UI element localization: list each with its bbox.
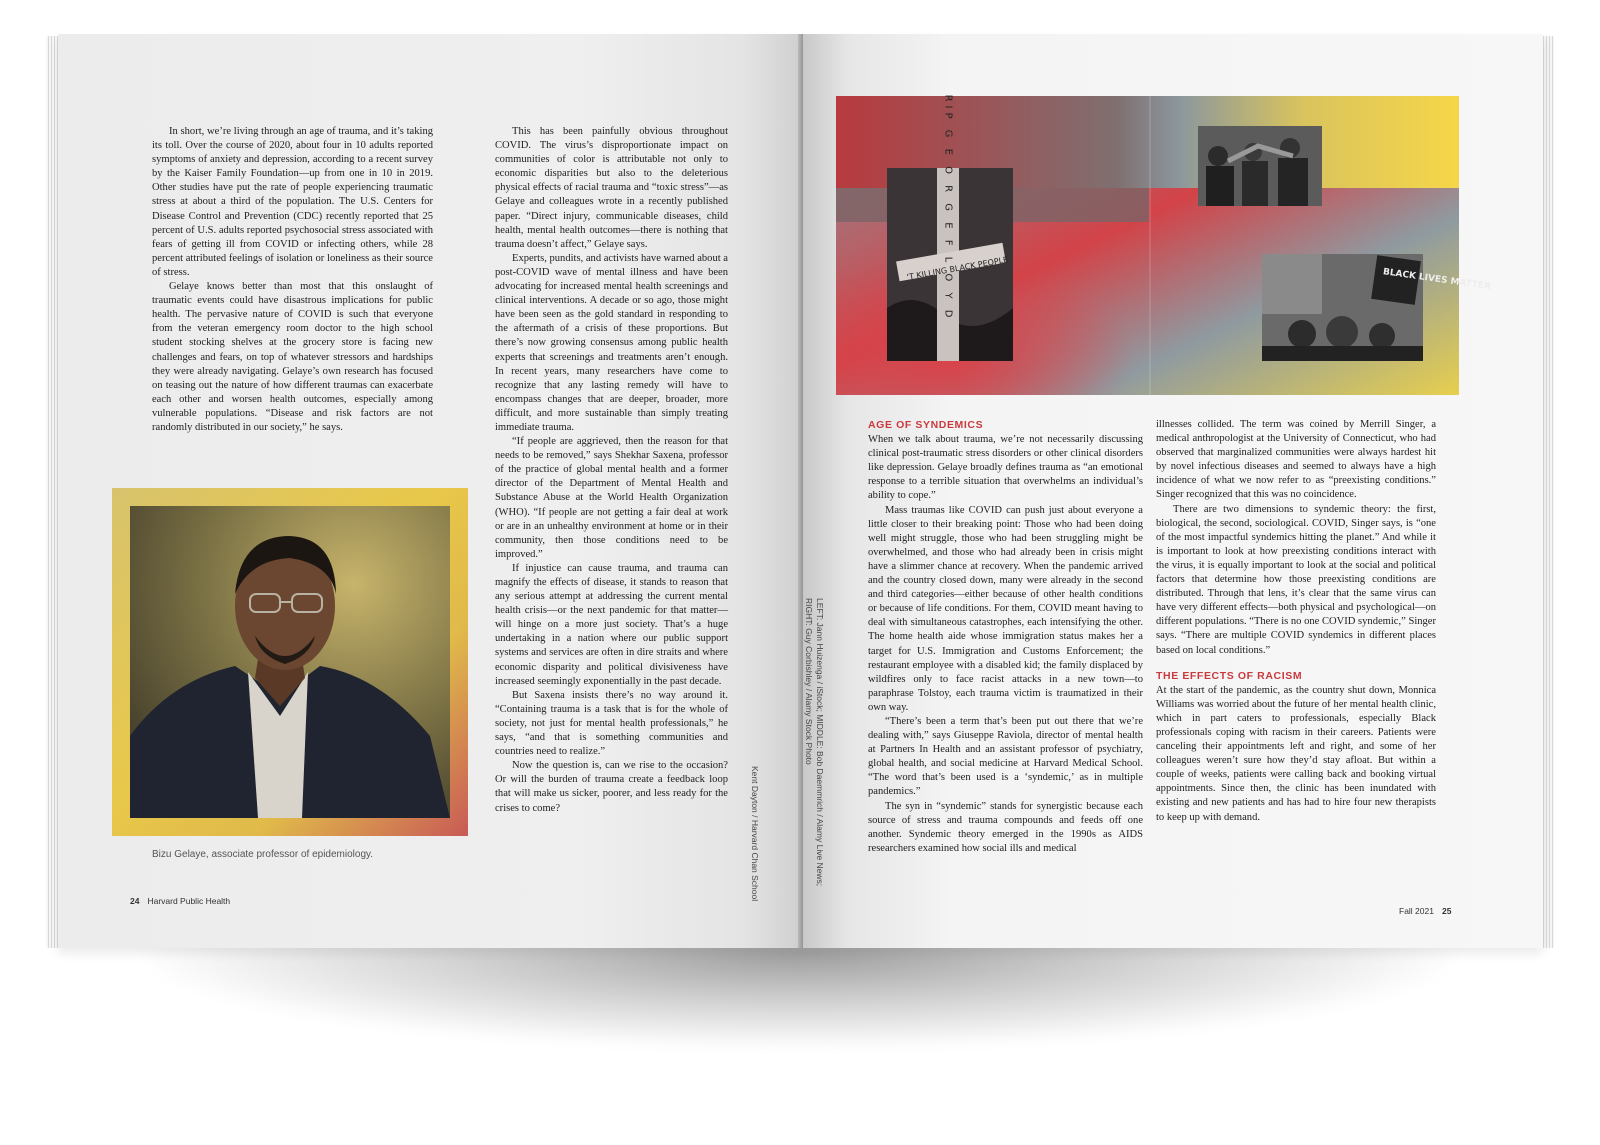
right-col-1	[868, 418, 1143, 856]
hero-collage	[836, 94, 1492, 395]
right-col-2	[1156, 418, 1436, 825]
paragraph: If injustice can cause trauma, and trauma can magnify the effects of disease, it stands to reason that any serious attempt at addressing the current mental health crisis—or the next pandemic for that matter—will hinge on a more just society. That’s a huge undertaking in a nation where our public support systems and services are often in dire straits and where economic disparity and political divisiveness have increased seemingly exponentially in the past decade.	[495, 562, 728, 687]
left-col-2	[495, 125, 728, 816]
right-page	[803, 34, 1543, 948]
left-page	[58, 34, 803, 948]
paragraph: But Saxena insists there’s no way around it. “Containing trauma is a task that is for the whole of society, not just for mental health professionals,” he says, “and that is something communities and countries need to realize.”	[495, 689, 728, 758]
memorial-cross-illustration	[887, 94, 1013, 361]
magazine-shadow	[130, 930, 1470, 1050]
paragraph: This has been painfully obvious throughout COVID. The virus’s disproportionate impact on communities of color is attributable not only to economic disparities but also to the deleterious physical effects of racial trauma and “toxic stress”—as Gelaye and colleagues wrote in a recently published paper. “Direct injury, communicable diseases, child health, mental health outcomes—there is nothing that trauma doesn’t affect,” Gelaye says.	[495, 126, 728, 250]
folio-right	[1399, 906, 1451, 916]
credit-line: LEFT: Jann Huizenga / iStock; MIDDLE: Bob Daemmrich / Alamy Live News;	[815, 598, 825, 887]
protest-photo	[1262, 254, 1492, 361]
section-heading: AGE OF SYNDEMICS	[868, 419, 984, 431]
paragraph: Mass traumas like COVID can push just about everyone a little closer to their breaking point: Those who had been doing well might struggle, those who had been struggling might be overwhelmed, and those who had already been in crisis might have a slimmer chance at recovery. When the pandemic arrived and the country closed down, many were already in the second and third categories—either because of other health conditions or because of life conditions. For them, COVID meant having to deal with simultaneous catastrophes, each intensifying the other. The home health aide whose immigration status makes her a target for U.S. Immigration and Customs Enforcement; the restaurant employee with a disabled kid; the family displaced by wildfires only to face racist attacks in a new town—to paraphrase Tolstoy, each trauma victim is traumatized in their own way.	[868, 504, 1143, 713]
paragraph: “If people are aggrieved, then the reason for that needs to be removed,” says Shekhar Saxena, professor of the practice of global mental health and a former director of the Department of Mental Health and Substance Abuse at the World Health Organization (WHO). “If people are not getting a fair deal at work or are in an unhealthy environment at home or in their community, then those conditions need to be improved.”	[495, 436, 728, 560]
section-heading: THE EFFECTS OF RACISM	[1156, 669, 1303, 682]
page-number: 24	[130, 896, 140, 906]
paragraph: The syn in “syndemic” stands for synergistic because each source of stress and trauma compounds and feeds off one another. Syndemic theory emerged in the 1990s as AIDS researchers examined how social ills and medical	[868, 800, 1143, 854]
memorial-cross-photo	[887, 94, 1013, 361]
crowd-illustration	[1198, 126, 1322, 206]
paragraph: Gelaye knows better than most that this onslaught of traumatic events could have disastrous implications for public health. The pervasive nature of COVID is such that everyone from the veteran emergency room doctor to the high school student stocking shelves at the grocery store is facing new challenges and fears, on top of whatever stressors and hardships they were already navigating. Gelaye’s own research has focused on teasing out the nature of how different traumas can exacerbate each other and worsen health outcomes, especially among vulnerable populations. “Disease and risk factors are not randomly distributed in our society,” he says.	[152, 281, 433, 433]
credit-line: RIGHT: Guy Corbishley / Alamy Stock Photo	[804, 598, 814, 765]
page-number: 25	[1441, 906, 1452, 916]
photo-caption: Bizu Gelaye, associate professor of epidemiology.	[152, 849, 374, 860]
protest-illustration	[1262, 254, 1492, 361]
paragraph: In short, we’re living through an age of trauma, and it’s taking its toll. Over the course of 2020, about four in 10 adults reported symptoms of anxiety and depression, according to a recent survey by the Kaiser Family Foundation—up from one in 10 in 2019. Other studies have put the rate of people experiencing traumatic stress at about a third of the population. The U.S. Centers for Disease Control and Prevention (CDC) recently reported that 25 percent of U.S. adults reported psychosocial stress associated with fears of getting ill from COVID or infecting others, while 28 percent attributed feelings of isolation or loneliness as their source of stress.	[152, 126, 433, 278]
portrait-frame	[112, 488, 468, 836]
paragraph: At the start of the pandemic, as the country shut down, Monnica Williams was worried about the future of her mental health clinic, which in part caters to professionals, especially Black professionals coping with racism in their careers. Patients were canceling their appointments left and right, and some of her colleagues weren’t sure how they’d stay afloat. But within a couple of weeks, patients were calling back and booking virtual appointments. Since then, the clinic has been inundated with existing and new patients and has had to hire four new therapists to keep up with demand.	[1156, 684, 1436, 823]
paragraph: There are two dimensions to syndemic theory: the first, biological, the second, sociological. COVID, Singer says, is “one of the most impactful syndemics hitting the planet.” And while it is important to look at how preexisting conditions interact with the virus, it is equally important to look at the social and political factors that determine how those preexisting conditions are distributed. Through that lens, it’s clear that the same virus can have very different effects—both physical and psychological—on different populations. “There is no one COVID syndemic,” Singer says. “There are multiple COVID syndemics in different places based on local conditions.”	[1156, 503, 1436, 656]
paragraph: Now the question is, can we rise to the occasion? Or will the burden of trauma create a feedback loop that will make us sicker, poorer, and less ready for the crises to come?	[495, 760, 728, 814]
folio-left	[130, 896, 230, 906]
protest-sign-text: BLACK LIVES MATTER	[1382, 267, 1492, 293]
portrait-photo	[130, 506, 450, 818]
photo-credit-left: Kent Dayton / Harvard Chan School	[750, 766, 760, 902]
photo-credits-right	[803, 598, 825, 886]
paragraph: illnesses collided. The term was coined by Merrill Singer, a medical anthropologist at the University of Connecticut, who had observed that marginalized communities were always hardest hit by novel infectious diseases and seemed to always have a high incidence of what we now refer to as “preexisting conditions.” Singer recognized that this was no coincidence.	[1156, 419, 1436, 501]
paragraph: “There’s been a term that’s been put out there that we’re dealing with,” says Giuseppe Raviola, director of mental health at Partners In Health and an assistant professor of psychiatry, global health, and social medicine at Harvard Medical School. “The word that’s been used is a ‘syndemic,’ as in multiple pandemics.”	[868, 715, 1143, 798]
publication-name: Harvard Public Health	[147, 896, 231, 906]
issue-date: Fall 2021	[1399, 906, 1434, 916]
left-col-1	[152, 125, 433, 435]
crowd-photo	[1198, 126, 1322, 206]
cross-arm-text: 'T KILLING BLACK PEOPLE	[906, 255, 1009, 282]
portrait-illustration	[130, 506, 450, 818]
paragraph: Experts, pundits, and activists have warned about a post-COVID wave of mental illness and have been advocating for increased mental health screenings and clinical interventions. A decade or so ago, those might have been seen as the gold standard in responding to the aftermath of a crisis of these proportions. But there’s now growing consensus among public health experts that screenings and treatments aren’t enough. In recent years, many researchers have come to recognize that any lasting remedy will have to encompass changes that are deeper, broader, more difficult, and more sustainable than simply treating immediate trauma.	[495, 252, 728, 433]
cross-text: RIP G E O R G E F L O Y D	[942, 94, 954, 322]
paragraph: When we talk about trauma, we’re not necessarily discussing clinical post-traumatic stress disorders or other clinical disorders like depression. Gelaye broadly defines trauma as “an emotional response to a terrible situation that overwhelms an individual’s ability to cope.”	[868, 434, 1143, 502]
